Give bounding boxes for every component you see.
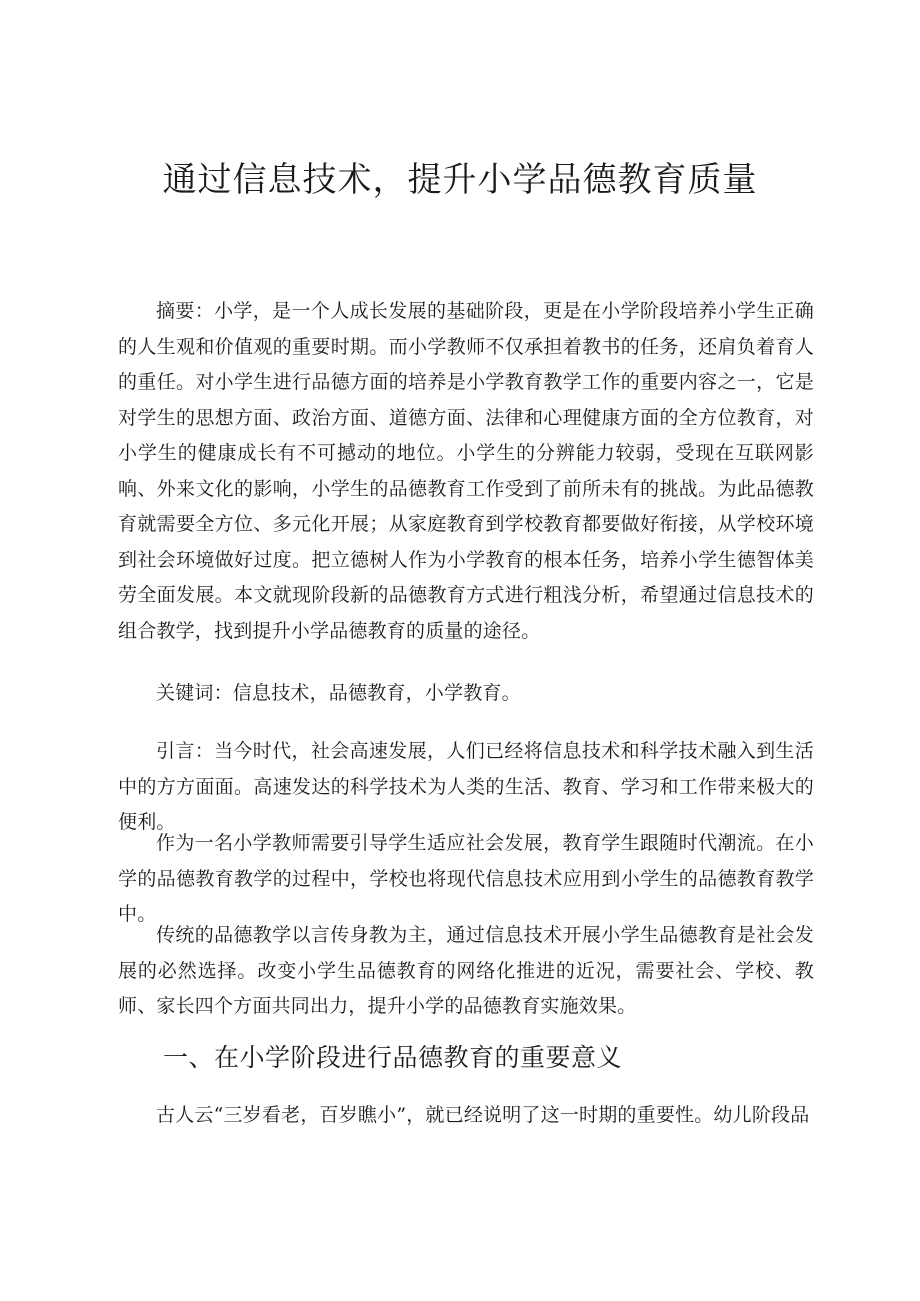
keywords-paragraph: 关键词：信息技术，品德教育，小学教育。	[156, 682, 521, 704]
body-paragraph-teacher-role: 作为一名小学教师需要引导学生适应社会发展，教育学生跟随时代潮流。在小学的品德教育教学的过程中，学校也将现代信息技术应用到小学生的品德教育教学中。	[118, 832, 814, 925]
introduction-paragraph: 引言：当今时代，社会高速发展，人们已经将信息技术和科学技术融入到生活中的方方面面。高速发达的科学技术为人类的生活、教育、学习和工作带来极大的便利。	[118, 740, 814, 833]
body-paragraph-section1: 古人云“三岁看老，百岁瞧小”，就已经说明了这一时期的重要性。幼儿阶段品	[156, 1104, 810, 1126]
abstract-paragraph: 摘要：小学，是一个人成长发展的基础阶段，更是在小学阶段培养小学生正确的人生观和价值观的重要时期。而小学教师不仅承担着教书的任务，还肩负着育人的重任。对小学生进行品德方面的培养是小学教育教学工作的重要内容之一，它是对学生的思想方面、政治方面、道德方面、法律和心理健康方面的全方位教育，对小学生的健康成长有不可撼动的地位。小学生的分辨能力较弱，受现在互联网影响、外来文化的影响，小学生的品德教育工作受到了前所未有的挑战。为此品德教育就需要全方位、多元化开展；从家庭教育到学校教育都要做好衔接，从学校环境到社会环境做好过度。把立德树人作为小学教育的根本任务，培养小学生德智体美劳全面发展。本文就现阶段新的品德教育方式进行粗浅分析，希望通过信息技术的组合教学，找到提升小学品德教育的质量的途径。	[118, 300, 814, 642]
body-paragraph-traditional-teaching: 传统的品德教学以言传身教为主，通过信息技术开展小学生品德教育是社会发展的必然选择。改变小学生品德教育的网络化推进的近况，需要社会、学校、教师、家长四个方面共同出力，提升小学的品德教育实施效果。	[118, 924, 814, 1017]
document-title: 通过信息技术，提升小学品德教育质量	[162, 160, 758, 200]
section-heading-1: 一、在小学阶段进行品德教育的重要意义	[163, 1043, 623, 1072]
